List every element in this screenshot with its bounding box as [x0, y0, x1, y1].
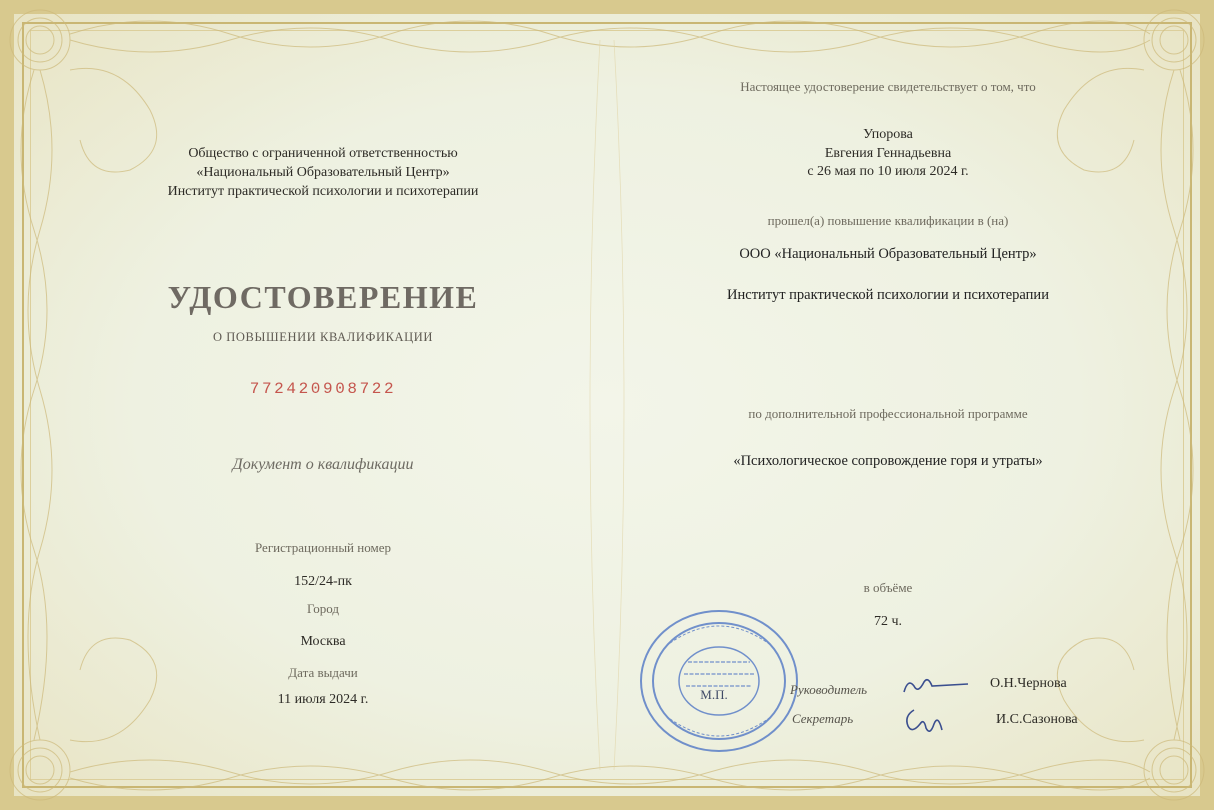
certify-intro: Настоящее удостоверение свидетельствует о том, что: [740, 79, 1036, 94]
holder-name: Евгения Геннадьевна: [824, 146, 952, 161]
volume-value: 72 ч.: [873, 614, 903, 629]
org-line-1: Общество с ограниченной ответственностью: [188, 146, 458, 161]
serial-number: 772420908722: [249, 380, 397, 398]
study-period: с 26 мая по 10 июля 2024 г.: [807, 164, 969, 179]
registration-label: Регистрационный номер: [255, 540, 391, 555]
program-label: по дополнительной профессиональной программе: [748, 406, 1028, 421]
issue-date-label: Дата выдачи: [288, 665, 358, 680]
city-value: Москва: [300, 634, 346, 649]
issue-date-value: 11 июля 2024 г.: [277, 692, 369, 707]
head-signature: [898, 672, 974, 702]
holder-surname: Упорова: [863, 127, 913, 142]
head-name: О.Н.Чернова: [990, 676, 1067, 691]
registration-number: 152/24-пк: [294, 574, 352, 589]
certificate-title: УДОСТОВЕРЕНИЕ: [167, 279, 479, 315]
organization-stamp: [636, 606, 802, 756]
passed-training-label: прошел(а) повышение квалификации в (на): [767, 213, 1009, 228]
secretary-label: Секретарь: [792, 711, 854, 726]
certificate-subtitle: О ПОВЫШЕНИИ КВАЛИФИКАЦИИ: [212, 330, 434, 344]
volume-label: в объёме: [863, 580, 913, 595]
program-name: «Психологическое сопровождение горя и утраты»: [733, 453, 1043, 469]
training-institute: Институт практической психологии и психотерапии: [727, 287, 1049, 303]
org-line-3: Институт практической психологии и психотерапии: [167, 184, 479, 199]
secretary-name: И.С.Сазонова: [996, 712, 1078, 727]
head-label: Руководитель: [790, 682, 868, 697]
stamp-place-mark: М.П.: [700, 687, 728, 702]
secretary-signature: [900, 700, 950, 740]
city-label: Город: [306, 601, 340, 616]
training-organization: ООО «Национальный Образовательный Центр»: [739, 246, 1037, 262]
org-line-2: «Национальный Образовательный Центр»: [196, 165, 450, 180]
document-type: Документ о квалификации: [232, 456, 414, 473]
